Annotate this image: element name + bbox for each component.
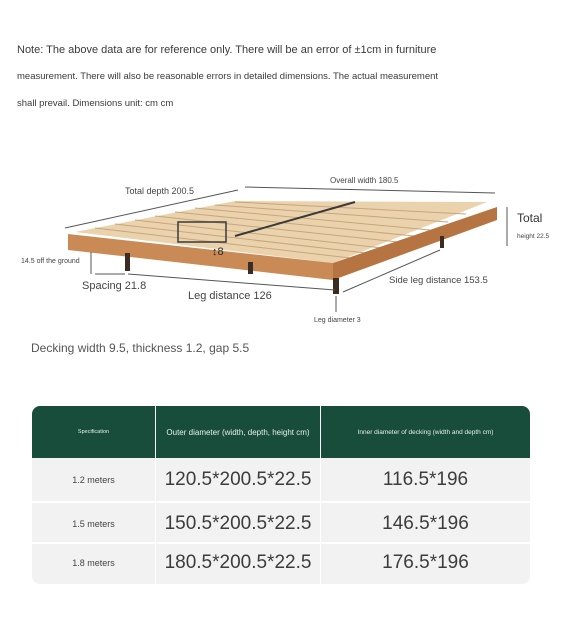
arrow-up-down-icon: ↕	[212, 246, 218, 258]
leg-back-right	[440, 236, 444, 248]
spacing-label: Spacing 21.8	[82, 280, 147, 292]
leg-front-middle	[248, 262, 253, 274]
spec-cell: 1.2 meters	[72, 475, 115, 485]
outer-cell: 120.5*200.5*22.5	[164, 469, 312, 490]
leg-front-left	[125, 253, 130, 271]
table-row	[32, 543, 530, 583]
outer-cell: 180.5*200.5*22.5	[164, 552, 312, 573]
table-row	[32, 460, 530, 500]
spec-table	[32, 406, 530, 584]
outer-cell: 150.5*200.5*22.5	[164, 513, 312, 534]
bed-diagram	[0, 150, 571, 340]
height-label: height 22.5	[517, 233, 550, 240]
header-specification: Specification	[77, 429, 110, 435]
header-inner-diameter: Inner diameter of decking (width and depth cm)	[357, 428, 494, 436]
overall-width-label: Overall width 180.5	[330, 176, 399, 185]
table-row	[32, 504, 530, 544]
center-mark-label: ↕8	[212, 246, 224, 258]
bed-illustration	[0, 150, 571, 340]
side-leg-distance-label: Side leg distance 153.5	[389, 275, 488, 286]
note-line-1: Note: The above data are for reference only. There will be an error of ±1cm in furniture	[17, 44, 437, 56]
spec-cell: 1.8 meters	[72, 558, 115, 568]
column-divider	[320, 406, 321, 584]
total-label: Total	[517, 211, 543, 225]
inner-cell: 176.5*196	[382, 552, 469, 573]
total-depth-label: Total depth 200.5	[125, 186, 195, 196]
decking-spec: Decking width 9.5, thickness 1.2, gap 5.5	[31, 341, 250, 355]
inner-cell: 146.5*196	[382, 513, 469, 534]
spec-cell: 1.5 meters	[72, 519, 115, 529]
note-line-2: measurement. There will also be reasonable errors in detailed dimensions. The actual measurement	[17, 71, 439, 82]
note-line-3: shall prevail. Dimensions unit: cm cm	[17, 98, 174, 109]
column-divider	[155, 406, 156, 584]
off-ground-label: 14.5 off the ground	[21, 258, 80, 265]
header-outer-diameter: Outer diameter (width, depth, height cm)	[166, 427, 310, 437]
leg-distance-label: Leg distance 126	[188, 290, 272, 302]
inner-cell: 116.5*196	[382, 469, 469, 490]
row-divider	[32, 501, 530, 503]
leg-diameter-label: Leg diameter 3	[314, 317, 361, 324]
leg-front-right	[333, 278, 339, 294]
